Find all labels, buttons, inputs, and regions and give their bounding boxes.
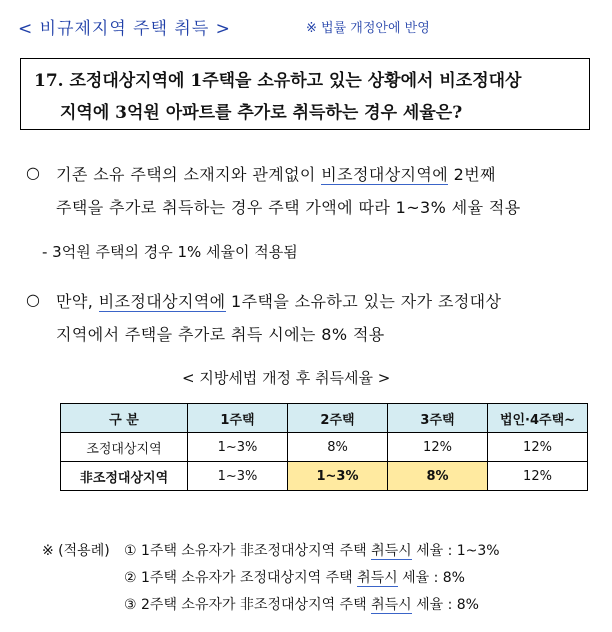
section-title: < 비규제지역 주택 취득 > xyxy=(18,19,231,39)
table-header-row xyxy=(61,404,588,433)
table-caption: < 지방세법 개정 후 취득세율 > xyxy=(182,369,391,387)
text-span: 기존 소유 주택의 소재지와 관계없이 xyxy=(56,165,322,184)
bullet-2-line-2: 지역에서 주택을 추가로 취득 시에는 8% 적용 xyxy=(56,325,385,344)
underlined-text: 취득시 xyxy=(371,597,412,613)
example-item xyxy=(124,567,465,587)
bullet-1-line-2: 주택을 추가로 취득하는 경우 주택 가액에 따라 1~3% 세율 적용 xyxy=(56,198,521,217)
table-row xyxy=(61,462,588,491)
underlined-text: 비조정대상지역에 xyxy=(98,292,226,311)
text-span: 1주택 소유자가 조정대상지역 주택 xyxy=(141,570,358,586)
header-cell: 3주택 xyxy=(388,404,488,433)
question-line-2: 지역에 3억원 아파트를 추가로 취득하는 경우 세율은? xyxy=(60,103,463,123)
header-cell: 1주택 xyxy=(188,404,288,433)
bullet-marker: ○ xyxy=(26,290,40,309)
table-row xyxy=(61,433,588,462)
row-label: 非조정대상지역 xyxy=(61,462,188,491)
underlined-text: 취득시 xyxy=(357,570,398,586)
row-label: 조정대상지역 xyxy=(61,433,188,462)
bullet-marker: ○ xyxy=(26,163,40,182)
text-span: 세율 : 8% xyxy=(397,570,465,586)
example-item xyxy=(124,594,479,614)
bullet-2-line-1 xyxy=(56,289,501,312)
bullet-1-line-1 xyxy=(56,162,496,185)
underlined-text: 비조정대상지역에 xyxy=(321,165,449,184)
text-span: 2주택 소유자가 非조정대상지역 주택 xyxy=(141,597,372,613)
table-cell: 12% xyxy=(488,433,588,462)
sub-bullet: - 3억원 주택의 경우 1% 세율이 적용됨 xyxy=(42,243,298,261)
examples-prefix: ※ (적용례) xyxy=(42,543,110,559)
header-cell: 2주택 xyxy=(288,404,388,433)
table-cell: 8% xyxy=(288,433,388,462)
header-cell: 법인·4주택~ xyxy=(488,404,588,433)
question-line-1: 17. 조정대상지역에 1주택을 소유하고 있는 상황에서 비조정대상 xyxy=(34,71,522,91)
law-note: ※ 법률 개정안에 반영 xyxy=(306,21,430,36)
example-number: ③ xyxy=(124,597,137,613)
tax-rate-table xyxy=(60,403,588,491)
example-item xyxy=(124,540,500,560)
example-number: ② xyxy=(124,570,137,586)
table-cell: 1~3% xyxy=(188,462,288,491)
text-span: 세율 : 1~3% xyxy=(411,543,500,559)
text-span: 1주택을 소유하고 있는 자가 조정대상 xyxy=(225,292,502,311)
text-span: 세율 : 8% xyxy=(411,597,479,613)
example-number: ① xyxy=(124,543,137,559)
highlighted-cell: 8% xyxy=(388,462,488,491)
table-cell: 12% xyxy=(388,433,488,462)
text-span: 2번째 xyxy=(448,165,496,184)
text-span: 만약, xyxy=(56,292,99,311)
header-cell: 구 분 xyxy=(61,404,188,433)
underlined-text: 취득시 xyxy=(371,543,412,559)
table-cell: 1~3% xyxy=(188,433,288,462)
table-cell: 12% xyxy=(488,462,588,491)
highlighted-cell: 1~3% xyxy=(288,462,388,491)
text-span: 1주택 소유자가 非조정대상지역 주택 xyxy=(141,543,372,559)
